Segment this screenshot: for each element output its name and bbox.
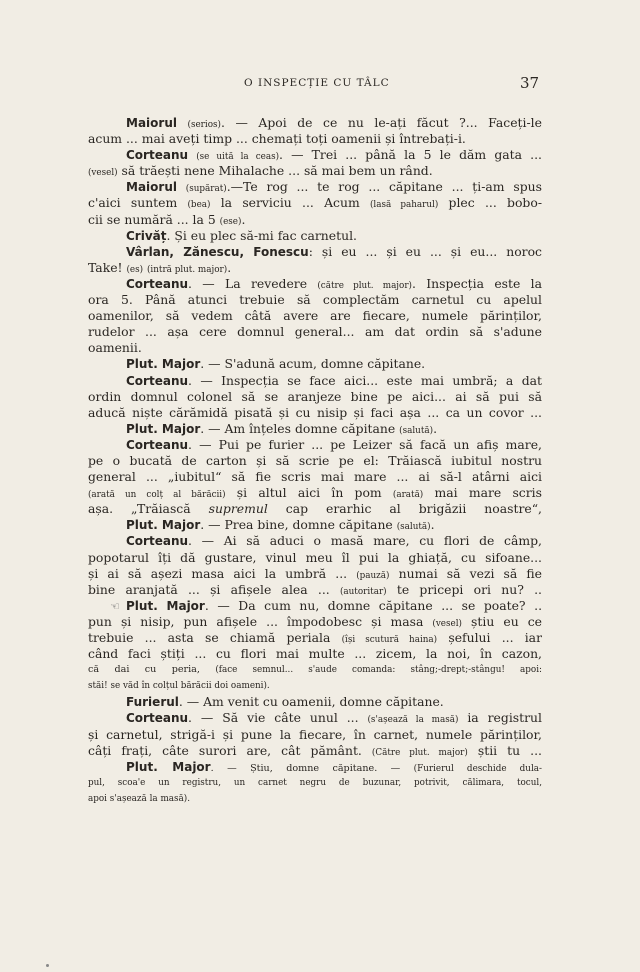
dialogue-text: șefului ... iar — [437, 630, 542, 645]
dialogue-text: pun și nisip, pun afișele ... împodobesc și masa — [88, 613, 433, 629]
text-line — [88, 678, 542, 694]
stage-direction: (se uită la ceas) — [196, 152, 280, 163]
stage-direction: (lasă paharul) — [370, 200, 439, 211]
dialogue-text: . — Inspecția se face aici... este mai umbră; a dat — [188, 372, 542, 388]
pointing-hand-icon: ☜ — [110, 599, 120, 613]
text-line — [88, 469, 542, 485]
dialogue-text: numai să vezi să fie — [389, 565, 542, 581]
speaker-name: Corteanu — [126, 534, 189, 549]
page-number: 37 — [520, 74, 540, 92]
dialogue-text: câți frați, câte surori are, cât pământ. — [88, 742, 372, 758]
dialogue-text: . — Da cum nu, domne căpitane ... se poate? .. — [204, 597, 542, 613]
text-line — [88, 163, 542, 179]
dialogue-text: știi tu ... — [467, 742, 542, 758]
dialogue-text: . — [241, 211, 246, 227]
speaker-name: Vârlan, Zănescu, Fonescu — [126, 244, 309, 259]
text-line — [88, 244, 542, 260]
text-line — [88, 276, 542, 292]
text-line — [88, 646, 542, 662]
dialogue-text: așa. „Trăiască — [88, 501, 209, 517]
speaker-name: Plut. Major — [126, 518, 201, 533]
dialogue-text: . — Am înțeles domne căpitane — [200, 420, 400, 436]
dialogue-text: cii se numără ... la 5 — [88, 211, 220, 227]
dialogue-text: . — Pui pe furier ... pe Leizer să facă un afiș mare, — [188, 436, 542, 452]
text-line — [88, 340, 542, 356]
dialogue-text: . — Știu, domne căpitane. — — [210, 762, 414, 774]
dialogue-text: . — [433, 420, 438, 436]
dialogue-text: . Inspecția este la — [411, 275, 542, 291]
text-line — [88, 356, 542, 372]
text-line — [88, 582, 542, 598]
speaker-name: Crivăț — [126, 228, 167, 243]
stage-direction: (serios) — [187, 120, 221, 130]
dialogue-text: bine aranjată ... și afișele alea ... — [88, 581, 340, 597]
stage-direction: stăi! se văd în colțul bărăcii doi oameni). — [88, 681, 270, 692]
stage-direction: (pauză) — [356, 570, 390, 581]
dialogue-text: și ai să așezi masa aici la umbră ... — [88, 565, 357, 581]
text-line — [88, 131, 542, 147]
dialogue-text: general ... „iubitul“ să fie scris mai mare ... ai să-l atârni aici — [88, 469, 542, 485]
dialogue-text: știu eu ce — [461, 613, 542, 629]
dialogue-text: cap erarhic al brigăzii noastre“, — [267, 501, 542, 517]
speaker-name: Furierul — [126, 695, 179, 710]
dialogue-text: . — Ai să aduci o masă mare, cu flori de câmp, — [188, 533, 542, 549]
dialogue-text: . Și eu plec să-mi fac carnetul. — [166, 227, 357, 243]
text-line — [88, 566, 542, 582]
stage-direction: (își scutură haina) — [341, 635, 438, 645]
text-line — [88, 759, 542, 775]
stage-direction: (către plut. major) — [317, 280, 412, 291]
speaker-name: Corteanu — [126, 373, 189, 388]
dialogue-text: : și eu ... și eu ... și eu... noroc — [308, 243, 542, 259]
stage-direction: (es) — [126, 264, 144, 275]
text-line — [88, 662, 542, 678]
text-line — [88, 115, 542, 131]
stage-direction: (salută) — [396, 522, 431, 533]
text-line — [88, 533, 542, 549]
dialogue-text: . — La revedere — [188, 275, 318, 291]
stage-direction: (ese) — [219, 216, 242, 227]
dialogue-text: .—Te rog ... te rog ... căpitane ... ți-am spus — [226, 179, 542, 195]
text-line — [88, 453, 542, 469]
speaker-name: Corteanu — [126, 711, 189, 726]
running-title: O INSPECȚIE CU TÂLC — [244, 77, 390, 89]
print-speck — [46, 964, 49, 967]
text-line — [88, 179, 542, 195]
page-header — [0, 74, 640, 93]
dialogue-text: . — Să vie câte unul ... — [188, 710, 368, 726]
text-line — [88, 389, 542, 405]
page-body — [88, 115, 542, 807]
text-line — [88, 501, 542, 517]
text-line — [88, 743, 542, 759]
stage-direction: pul, scoa'e un registru, un carnet negru de buzunar, potrivit, călimara, tocul, — [88, 777, 542, 788]
stage-direction: (vesel) — [88, 168, 118, 179]
speaker-name: Plut. Major — [126, 421, 201, 436]
stage-direction: (autoritar) — [339, 586, 387, 597]
italic-text: supremul — [208, 501, 268, 517]
dialogue-text: și carnetul, strigă-i și pune la fiecare, în carnet, numele părinților, — [88, 726, 542, 742]
speaker-name: Maiorul — [126, 180, 177, 195]
speaker-name: Corteanu — [126, 276, 189, 291]
stage-direction: (salută) — [399, 425, 434, 436]
dialogue-text: . — Apoi de ce nu le-ați făcut ?... Faceți-le — [220, 115, 542, 130]
text-line — [88, 324, 542, 340]
text-line — [88, 212, 542, 228]
speaker-name: Plut. Major — [126, 598, 205, 613]
text-line — [88, 228, 542, 244]
text-line — [88, 775, 542, 791]
text-line — [88, 614, 542, 630]
text-line — [88, 308, 542, 324]
speaker-name: Maiorul — [126, 116, 177, 130]
text-line — [88, 630, 542, 646]
stage-direction: (arată un colț al bărăcii) — [88, 490, 226, 501]
text-line — [88, 147, 542, 163]
speaker-name: Corteanu — [126, 437, 189, 452]
text-line — [88, 550, 542, 566]
text-line — [88, 791, 542, 807]
dialogue-text: plec ... bobo- — [438, 195, 542, 211]
dialogue-text — [177, 115, 188, 130]
stage-direction: (Către plut. major) — [371, 747, 468, 758]
dialogue-text: rudelor ... așa cere domnul general... am dat ordin să s'adune — [88, 324, 542, 340]
stage-direction: (supărat) — [185, 184, 227, 195]
dialogue-text: ora 5. Până atunci trebuie să complectăm carnetul cu apelul — [88, 292, 542, 308]
dialogue-text: . — [430, 517, 435, 533]
dialogue-text: . — Prea bine, domne căpitane — [200, 517, 397, 533]
text-line — [88, 292, 542, 308]
text-line — [88, 405, 542, 421]
dialogue-text: să trăești nene Mihalache ... să mai bem un rând. — [117, 163, 433, 179]
stage-direction: apoi s'așează la masă). — [88, 793, 191, 804]
dialogue-text: . — Am venit cu oamenii, domne căpitane. — [178, 694, 444, 710]
dialogue-text — [177, 179, 186, 194]
stage-direction: (vesel) — [432, 618, 462, 629]
text-line — [88, 421, 542, 437]
stage-direction: (s'așează la masă) — [367, 715, 459, 726]
text-line — [88, 260, 542, 276]
stage-direction: (Furierul deschide dula- — [413, 763, 542, 774]
stage-direction: (intră plut. major) — [147, 264, 228, 275]
text-line — [88, 437, 542, 453]
dialogue-text: acum ... mai aveți timp ... chemați toți oamenii și întrebați-i. — [88, 131, 466, 147]
stage-direction: (bea) — [187, 200, 211, 211]
text-line — [88, 598, 542, 614]
dialogue-text: ordin domnul colonel să se aranjeze bine pe aici... ai să pui să — [88, 388, 542, 404]
dialogue-text: pe o bucată de carton și să scrie pe el: Trăiască iubitul nostru — [88, 452, 542, 468]
dialogue-text: ia registrul — [458, 710, 542, 726]
dialogue-text: că dai cu peria, — [88, 664, 216, 676]
speaker-name: Plut. Major — [126, 357, 201, 372]
dialogue-text: . — S'adună acum, domne căpitane. — [200, 356, 426, 372]
stage-direction: (face semnul... s'aude comanda: stâng;-drept;-stângu! apoi: — [215, 665, 542, 676]
dialogue-text: la serviciu ... Acum — [210, 195, 370, 211]
dialogue-text: Take! — [88, 259, 127, 275]
dialogue-text: trebuie ... asta se chiamă periala — [88, 630, 342, 645]
text-line — [88, 195, 542, 211]
dialogue-text: mai mare scris — [423, 485, 542, 501]
text-line — [88, 485, 542, 501]
dialogue-text: oamenii. — [88, 340, 142, 356]
dialogue-text: popotarul îți dă gustare, vinul meu îl pui la ghiață, cu sifoane... — [88, 549, 542, 565]
dialogue-text — [188, 147, 196, 162]
text-line — [88, 727, 542, 743]
dialogue-text: c'aici suntem — [88, 195, 188, 211]
dialogue-text: . — [227, 259, 232, 275]
speaker-name: Plut. Major — [126, 759, 211, 774]
text-line — [88, 373, 542, 389]
dialogue-text: aducă niște cărămidă pisată și cu nisip și faci așa ... ca un covor ... — [88, 404, 542, 420]
dialogue-text: te pricepi ori nu? .. — [386, 581, 542, 597]
speaker-name: Corteanu — [126, 148, 189, 163]
dialogue-text: și altul aici în pom — [225, 485, 393, 501]
dialogue-text: când faci știți ... cu flori mai multe ... zicem, la noi, în cazon, — [88, 646, 542, 662]
dialogue-text: oamenilor, să vedem câtă avere are fiecare, numele părinților, — [88, 308, 542, 324]
dialogue-text: . — Trei ... până la 5 le dăm gata ... — [279, 147, 542, 163]
stage-direction: (arată) — [392, 490, 424, 501]
text-line — [88, 710, 542, 726]
text-line — [88, 694, 542, 710]
text-line — [88, 517, 542, 533]
